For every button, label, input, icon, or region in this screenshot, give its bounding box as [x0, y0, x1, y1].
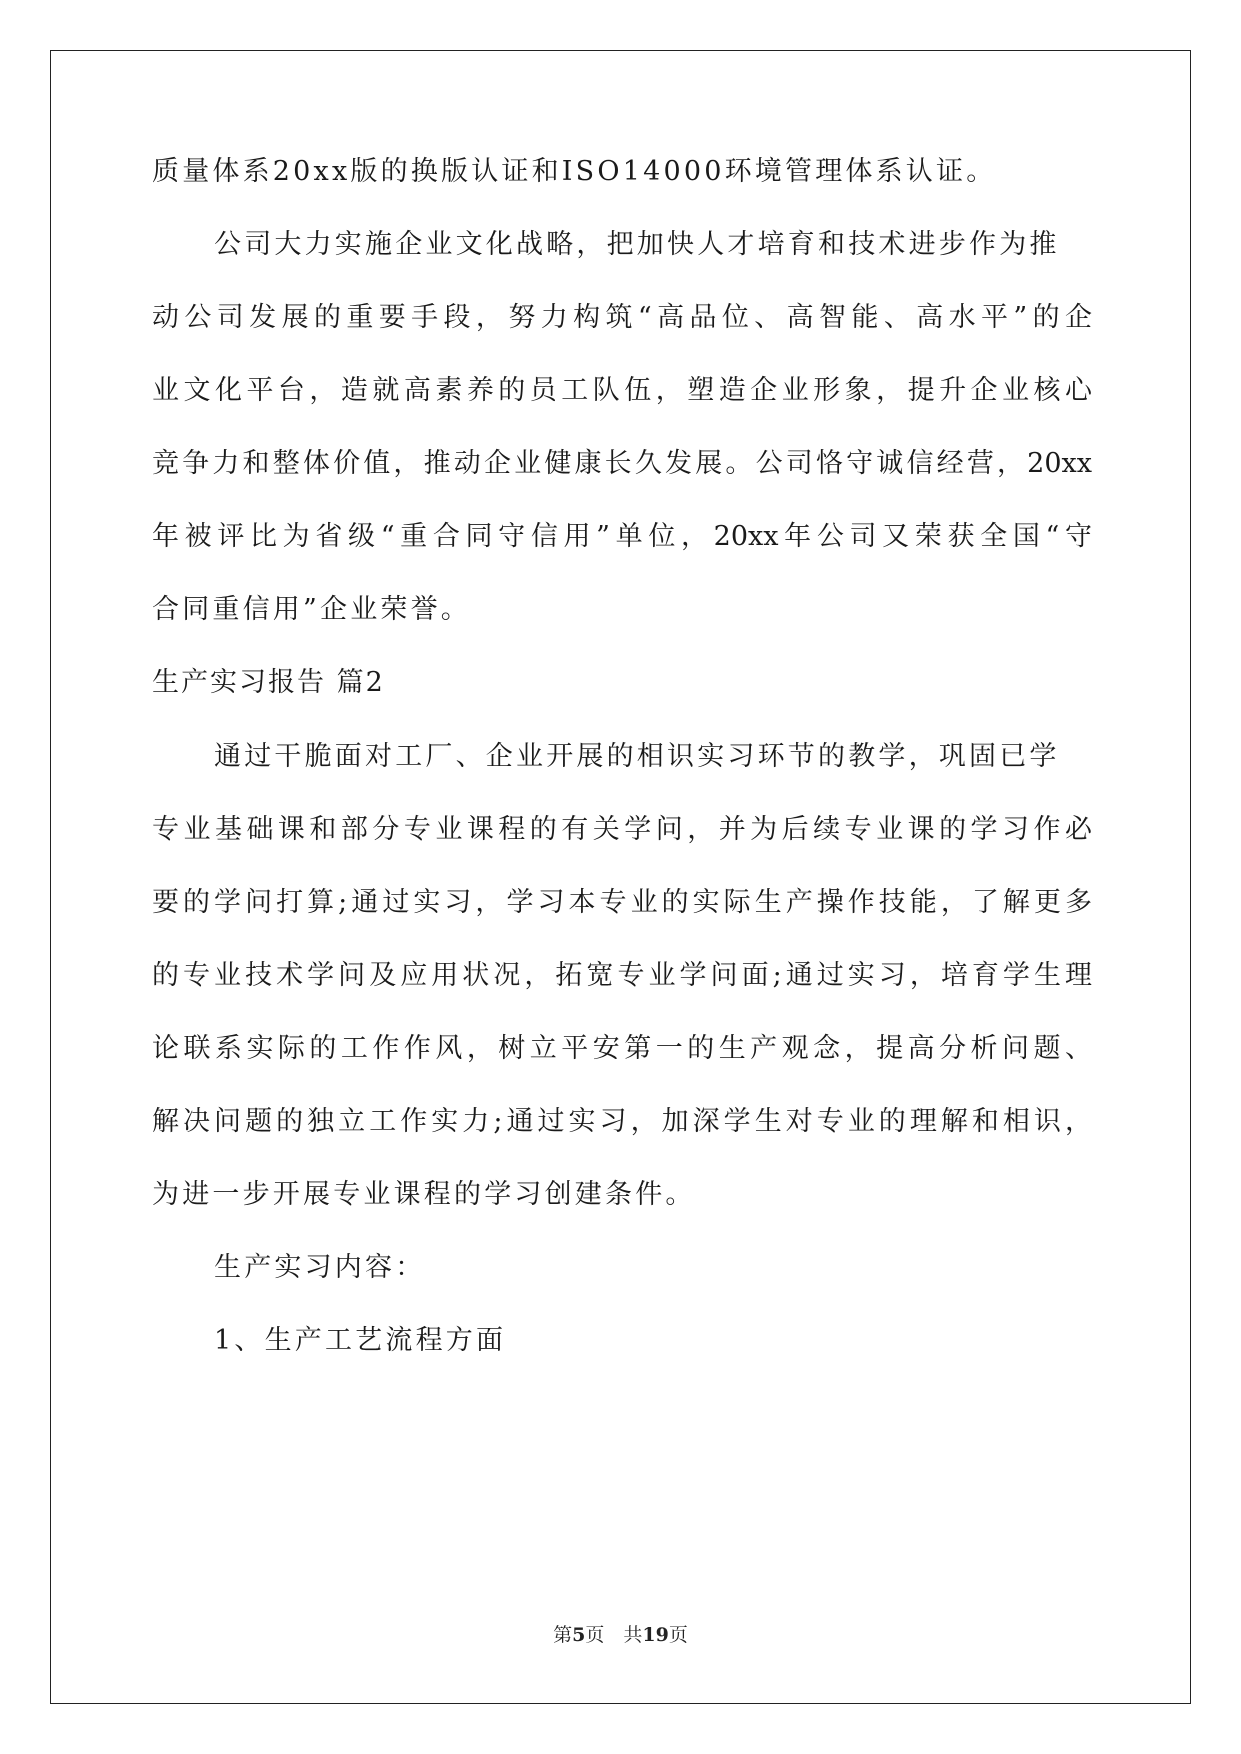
footer-prefix: 第: [553, 1624, 573, 1646]
text-line: 业文化平台，造就高素养的员工队伍，塑造企业形象，提升企业核心: [152, 375, 1092, 406]
text-line: 的专业技术学问及应用状况，拓宽专业学问面;通过实习，培育学生理: [152, 960, 1092, 991]
text-line: 质量体系20xx版的换版认证和ISO14000环境管理体系认证。: [152, 156, 997, 187]
footer-suffix: 页: [668, 1624, 688, 1646]
page-number: 5: [572, 1624, 586, 1646]
subheading: 生产实习内容：: [214, 1252, 426, 1283]
text-line: 要的学问打算;通过实习，学习本专业的实际生产操作技能，了解更多: [152, 887, 1092, 918]
text-line: 为进一步开展专业课程的学习创建条件。: [152, 1179, 696, 1210]
footer-mid: 页 共: [585, 1624, 643, 1646]
total-pages: 19: [642, 1624, 669, 1646]
text-line: 竞争力和整体价值，推动企业健康长久发展。公司恪守诚信经营，20xx: [152, 448, 1092, 479]
section-heading: 生产实习报告 篇2: [152, 667, 385, 698]
text-line: 论联系实际的工作作风，树立平安第一的生产观念，提高分析问题、: [152, 1033, 1092, 1064]
text-line: 动公司发展的重要手段，努力构筑“高品位、高智能、高水平”的企: [152, 302, 1092, 333]
text-line: 合同重信用”企业荣誉。: [152, 594, 472, 625]
text-line: 解决问题的独立工作实力;通过实习，加深学生对专业的理解和相识，: [152, 1106, 1092, 1137]
text-line: 专业基础课和部分专业课程的有关学问，并为后续专业课的学习作必: [152, 814, 1092, 845]
text-line: 年被评比为省级“重合同守信用”单位，20xx年公司又荣获全国“守: [152, 521, 1092, 552]
paragraph-first-line: 公司大力实施企业文化战略，把加快人才培育和技术进步作为推: [214, 229, 1060, 260]
paragraph-first-line: 通过干脆面对工厂、企业开展的相识实习环节的教学，巩固已学: [214, 741, 1060, 772]
list-item: 1、生产工艺流程方面: [214, 1325, 507, 1356]
page-footer: [0, 1620, 1241, 1647]
